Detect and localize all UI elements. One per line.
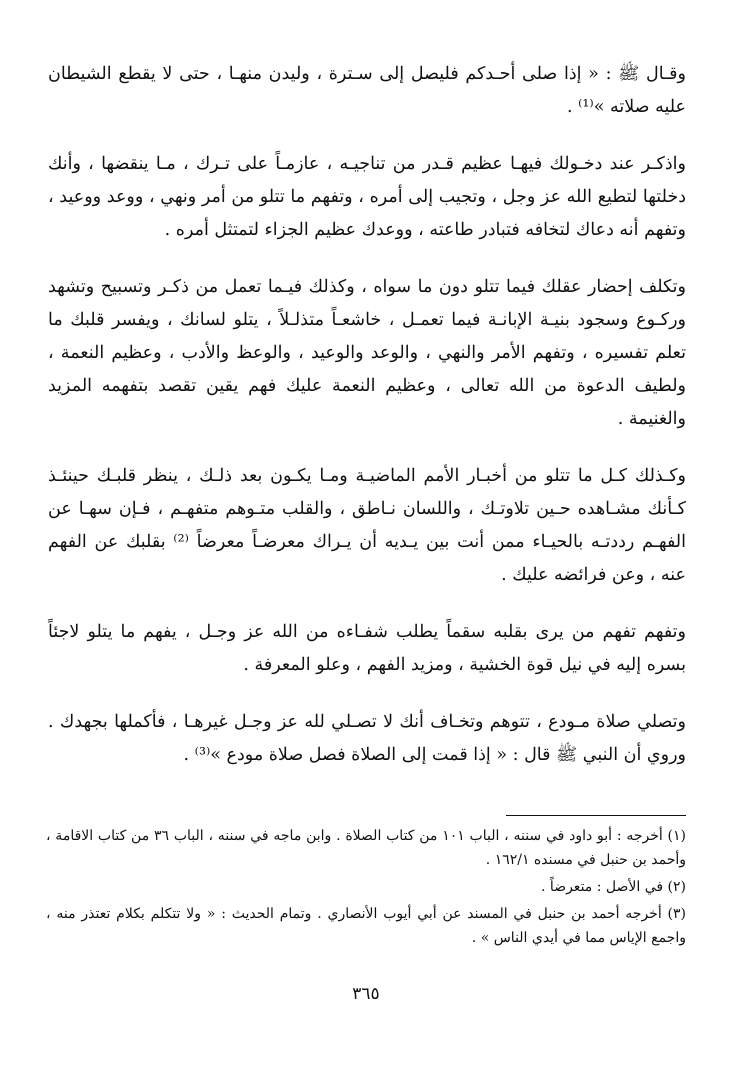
paragraph-6: وتصلي صلاة مـودع ، تتوهم وتخـاف أنك لا تصـلي لله عز وجـل غيرهـا ، فأكملها بجهدك . وروي أن النبي ﷺ قال : « إذا قمت إلى الصلاة فصل صلاة مودع »⁽³⁾ . [48, 712, 686, 765]
footnote-2: (٢) في الأصل : متعرضاً . [541, 879, 686, 895]
main-text [48, 58, 686, 772]
paragraph-5: وتفهم تفهم من يرى بقلبه سقماً يطلب شفـاءه من الله عز وجـل ، يفهم ما يتلو لاجئاً بسره إليه في نيل قوة الخشية ، ومزيد الفهم ، وعلو المعرفة . [48, 622, 686, 675]
page-number: ٣٦٥ [352, 984, 380, 1004]
footnote-1: (١) أخرجه : أبو داود في سننه ، الباب ١٠١ من كتاب الصلاة . وابن ماجه في سننه ، الباب ٣٦ من كتاب الاقامة ، وأحمد بن حنبل في مسنده ١٦٢/١ . [46, 828, 687, 868]
paragraph-3: وتكلف إحضار عقلك فيما تتلو دون ما سواه ، وكذلك فيـما تعمل من ذكـر وتسبيح وتشهد وركـوع وسجود بنيـة الإبانـة فيما تعمـل ، خاشعـاً متذلـلاً ، يتلو لسانك ، ويفسر قلبك ما تعلم تفسيره ، وتفهم الأمر والنهي ، والوعد والوعيد ، والوعظ والأدب ، وعظيم النعمة ، ولطيف الدعوة من الله تعالى ، وعظيم النعمة عليك فهم يقين تقصد بتفهمه المزيد والغنيمة . [48, 277, 686, 429]
paragraph-1: وقـال ﷺ : « إذا صلى أحـدكم فليصل إلى سـترة ، وليدن منهـا ، حتى لا يقطع الشيطان عليه صلاته »⁽¹⁾ . [48, 64, 686, 117]
footnotes [46, 824, 686, 953]
paragraph-4: وكـذلك كـل ما تتلو من أخبـار الأمم الماضيـة ومـا يكـون بعد ذلـك ، ينظر قلبـك حينئـذ كـأنك مشـاهده حـين تلاوتـك ، واللسان نـاطق ، والقلب متـوهم متفهـم ، فـإن سهـا عن الفهـم رددتـه بالحيـاء ممن أنت بين يـديه أن يـراك معرضـاً معرضاً ⁽²⁾ بقلبك عن الفهم عنه ، وعن فرائضه عليك . [48, 466, 686, 585]
footnote-separator [506, 815, 686, 816]
footnote-3: (٣) أخرجه أحمد بن حنبل في المسند عن أبي أيوب الأنصاري . وتمام الحديث : « ولا تتكلم بكلام تعتذر منه ، واجمع الإياس مما في أيدي الناس » . [46, 906, 686, 946]
paragraph-2: واذكـر عند دخـولك فيهـا عظيم قـدر من تناجيـه ، عازمـاً على تـرك ، مـا ينقضها ، وأنك دخلتها لتطيع الله عز وجل ، وتجيب إلى أمره ، وتفهم ما تتلو من أمر ونهي ، ووعد ووعيد ، وتفهم أنه دعاك لتخافه فتبادر طاعته ، ووعدك عظيم الجزاء لتمتثل أمره . [48, 154, 686, 240]
